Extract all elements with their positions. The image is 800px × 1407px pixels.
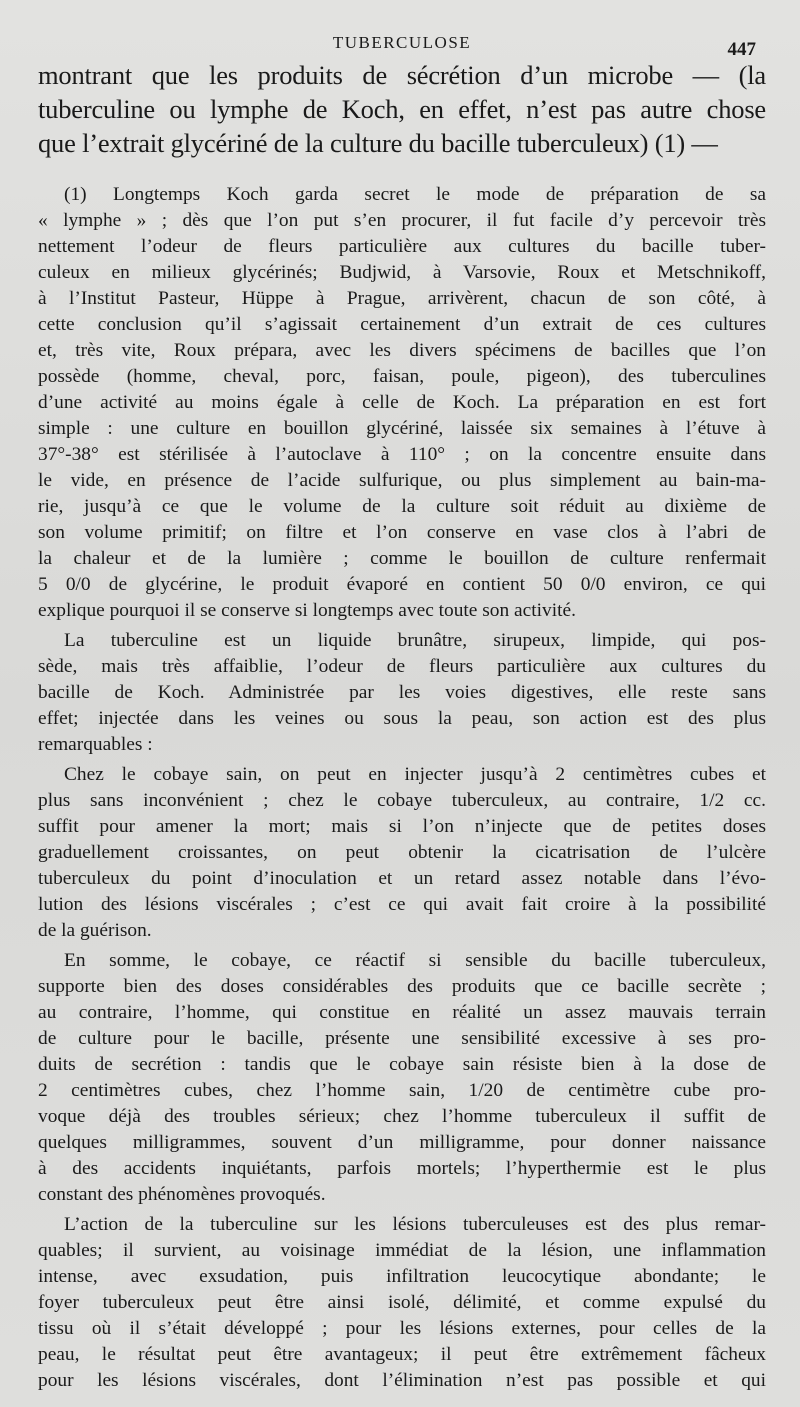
- footnote-line: tissu où il s’était développé ; pour les lésions externes, pour celles de la: [38, 1318, 766, 1339]
- footnote-line: suffit pour amener la mort; mais si l’on n’injecte que de petites doses: [38, 816, 766, 837]
- footnote: [38, 182, 766, 1394]
- footnote-line: à des accidents inquiétants, parfois mortels; l’hyperthermie est le plus: [38, 1158, 766, 1179]
- footnote-line: sède, mais très affaiblie, l’odeur de fleurs particulière aux cultures du: [38, 656, 766, 677]
- footnote-line: lution des lésions viscérales ; c’est ce qui avait fait croire à la possibilité: [38, 894, 766, 915]
- footnote-line: intense, avec exsudation, puis infiltration leucocytique abondante; le: [38, 1266, 766, 1287]
- footnote-line: 5 0/0 de glycérine, le produit évaporé en contient 50 0/0 environ, ce qui: [38, 574, 766, 595]
- footnote-line: 2 centimètres cubes, chez l’homme sain, 1/20 de centimètre cube pro-: [38, 1080, 766, 1101]
- footnote-line: pour les lésions viscérales, dont l’élimination n’est pas possible et qui: [38, 1370, 766, 1391]
- footnote-line: constant des phénomènes provoqués.: [38, 1184, 326, 1205]
- footnote-paragraph: [38, 182, 766, 624]
- footnote-line: nettement l’odeur de fleurs particulière aux cultures du bacille tuber-: [38, 236, 766, 257]
- footnote-line: le vide, en présence de l’acide sulfurique, ou plus simplement au bain-ma-: [38, 470, 766, 491]
- running-title: TUBERCULOSE: [332, 33, 472, 52]
- intro-paragraph: [38, 58, 766, 160]
- footnote-paragraph: [38, 948, 766, 1208]
- footnote-line: simple : une culture en bouillon glycériné, laissée six semaines à l’étuve à: [38, 418, 766, 439]
- intro-line: tuberculine ou lymphe de Koch, en effet, n’est pas autre chose: [38, 94, 766, 124]
- intro-line: montrant que les produits de sécrétion d’un microbe — (la: [38, 60, 766, 90]
- footnote-paragraph: [38, 762, 766, 944]
- footnote-line: et, très vite, Roux prépara, avec les divers spécimens de bacilles que l’on: [38, 340, 766, 361]
- footnote-line: d’une activité au moins égale à celle de Koch. La préparation en est fort: [38, 392, 766, 413]
- page-number: 447: [727, 39, 756, 60]
- intro-line: que l’extrait glycériné de la culture du bacille tuberculeux) (1) —: [38, 128, 718, 158]
- footnote-line: graduellement croissantes, on peut obtenir la cicatrisation de l’ulcère: [38, 842, 766, 863]
- page-header: [38, 0, 766, 58]
- footnote-line: Chez le cobaye sain, on peut en injecter jusqu’à 2 centimètres cubes et: [64, 764, 766, 785]
- footnote-line: bacille de Koch. Administrée par les voies digestives, elle reste sans: [38, 682, 766, 703]
- footnote-line: voque déjà des troubles sérieux; chez l’homme tuberculeux il suffit de: [38, 1106, 766, 1127]
- footnote-paragraph: [38, 628, 766, 758]
- footnote-line: 37°-38° est stérilisée à l’autoclave à 110° ; on la concentre ensuite dans: [38, 444, 766, 465]
- footnote-line: peau, le résultat peut être avantageux; il peut être extrêmement fâcheux: [38, 1344, 766, 1365]
- footnote-line: cette conclusion qu’il s’agissait certainement d’un extrait de ces cultures: [38, 314, 766, 335]
- footnote-line: plus sans inconvénient ; chez le cobaye tuberculeux, au contraire, 1/2 cc.: [38, 790, 766, 811]
- footnote-line: quelques milligrammes, souvent d’un milligramme, pour donner naissance: [38, 1132, 766, 1153]
- footnote-line: (1) Longtemps Koch garda secret le mode de préparation de sa: [64, 184, 766, 205]
- footnote-line: explique pourquoi il se conserve si longtemps avec toute son activité.: [38, 600, 576, 621]
- footnote-line: la chaleur et de la lumière ; comme le bouillon de culture renfermait: [38, 548, 766, 569]
- footnote-line: La tuberculine est un liquide brunâtre, sirupeux, limpide, qui pos-: [64, 630, 766, 651]
- footnote-line: à l’Institut Pasteur, Hüppe à Prague, arrivèrent, chacun de son côté, à: [38, 288, 766, 309]
- footnote-line: son volume primitif; on filtre et l’on conserve en vase clos à l’abri de: [38, 522, 766, 543]
- footnote-line: En somme, le cobaye, ce réactif si sensible du bacille tuberculeux,: [64, 950, 766, 971]
- footnote-paragraph: [38, 1212, 766, 1394]
- footnote-line: supporte bien des doses considérables des produits que ce bacille secrète ;: [38, 976, 766, 997]
- footnote-line: effet; injectée dans les veines ou sous la peau, son action est des plus: [38, 708, 766, 729]
- footnote-line: L’action de la tuberculine sur les lésions tuberculeuses est des plus remar-: [64, 1214, 766, 1235]
- footnote-line: remarquables :: [38, 734, 153, 755]
- footnote-line: tuberculeux du point d’inoculation et un retard assez notable dans l’évo-: [38, 868, 766, 889]
- footnote-line: foyer tuberculeux peut être ainsi isolé, délimité, et comme expulsé du: [38, 1292, 766, 1313]
- footnote-line: de la guérison.: [38, 920, 152, 941]
- footnote-line: possède (homme, cheval, porc, faisan, poule, pigeon), des tuberculines: [38, 366, 766, 387]
- footnote-line: au contraire, l’homme, qui constitue en réalité un assez mauvais terrain: [38, 1002, 766, 1023]
- footnote-line: quables; il survient, au voisinage immédiat de la lésion, une inflammation: [38, 1240, 766, 1261]
- footnote-line: de culture pour le bacille, présente une sensibilité excessive à ses pro-: [38, 1028, 766, 1049]
- footnote-line: « lymphe » ; dès que l’on put s’en procurer, il fut facile d’y percevoir très: [38, 210, 766, 231]
- footnote-line: culeux en milieux glycérinés; Budjwid, à Varsovie, Roux et Metschnikoff,: [38, 262, 766, 283]
- footnote-line: duits de secrétion : tandis que le cobaye sain résiste bien à la dose de: [38, 1054, 766, 1075]
- footnote-line: rie, jusqu’à ce que le volume de la culture soit réduit au dixième de: [38, 496, 766, 517]
